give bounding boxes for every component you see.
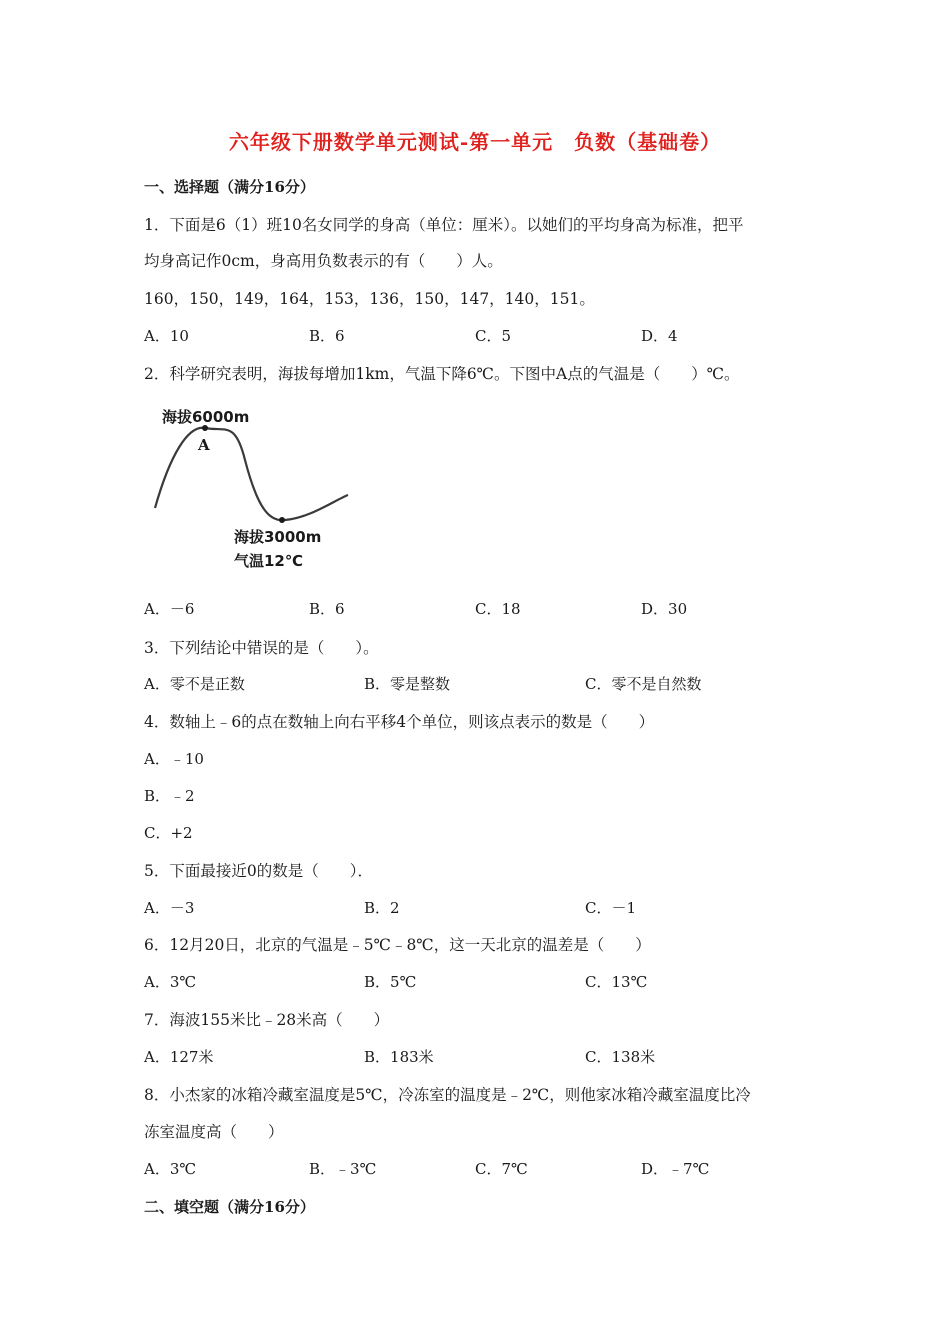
question-1-option-b: B．6 <box>309 327 345 345</box>
question-8-text: 8．小杰家的冰箱冷藏室温度是5℃，冷冻室的温度是﹣2℃，则他家冰箱冷藏室温度比冷 <box>144 1086 751 1104</box>
question-3-option-b: B．零是整数 <box>364 675 451 693</box>
question-5-option-a: A．－3 <box>144 899 195 917</box>
question-4-text: 4．数轴上﹣6的点在数轴上向右平移4个单位，则该点表示的数是（ ） <box>144 713 655 731</box>
question-2-text: 2．科学研究表明，海拔每增加1km，气温下降6℃。下图中A点的气温是（ ）℃。 <box>144 365 740 383</box>
altitude-figure <box>150 400 370 580</box>
question-4-option-a: A．﹣10 <box>144 750 204 768</box>
section-heading-fill-in: 二、填空题（满分16分） <box>144 1198 315 1216</box>
page-title: 六年级下册数学单元测试-第一单元 负数（基础卷） <box>228 130 722 154</box>
question-7-option-a: A．127米 <box>144 1048 214 1066</box>
question-1-option-d: D．4 <box>641 327 678 345</box>
bottom-temperature-label: 气温12℃ <box>234 552 304 570</box>
question-5-option-c: C．－1 <box>585 899 637 917</box>
question-1-data: 160，150，149，164，153，136，150，147，140，151。 <box>144 290 595 308</box>
question-2-option-a: A．－6 <box>144 600 195 618</box>
section-heading-choice: 一、选择题（满分16分） <box>144 178 315 196</box>
question-8-option-b: B．﹣3℃ <box>309 1160 377 1178</box>
question-6-option-a: A．3℃ <box>144 973 197 991</box>
question-1-option-c: C．5 <box>475 327 512 345</box>
question-5-option-b: B．2 <box>364 899 400 917</box>
top-altitude-label: 海拔6000m <box>162 408 250 426</box>
question-8-option-a: A．3℃ <box>144 1160 197 1178</box>
question-1-option-a: A．10 <box>144 327 189 345</box>
question-1-text: 1．下面是6（1）班10名女同学的身高（单位：厘米）。以她们的平均身高为标准，把平 <box>144 216 744 234</box>
point-a-label: A <box>198 436 210 454</box>
question-6-option-b: B．5℃ <box>364 973 417 991</box>
valley-point-marker <box>279 517 285 523</box>
question-8-text-cont: 冻室温度高（ ） <box>144 1123 284 1141</box>
question-6-text: 6．12月20日，北京的气温是﹣5℃﹣8℃，这一天北京的温差是（ ） <box>144 936 651 954</box>
question-2-option-d: D．30 <box>641 600 688 618</box>
question-8-option-d: D．﹣7℃ <box>641 1160 710 1178</box>
question-6-option-c: C．13℃ <box>585 973 648 991</box>
question-3-option-c: C．零不是自然数 <box>585 675 702 693</box>
question-4-option-c: C．+2 <box>144 824 193 842</box>
question-5-text: 5．下面最接近0的数是（ ）． <box>144 862 373 880</box>
mountain-curve <box>155 428 348 520</box>
question-8-option-c: C．7℃ <box>475 1160 528 1178</box>
question-3-text: 3．下列结论中错误的是（ ）。 <box>144 639 379 657</box>
question-7-text: 7．海波155米比﹣28米高（ ） <box>144 1011 390 1029</box>
question-2-option-c: C．18 <box>475 600 521 618</box>
question-3-option-a: A．零不是正数 <box>144 675 245 693</box>
bottom-altitude-label: 海拔3000m <box>234 528 322 546</box>
question-7-option-b: B．183米 <box>364 1048 434 1066</box>
question-1-text-cont: 均身高记作0cm，身高用负数表示的有（ ）人。 <box>144 252 503 270</box>
question-7-option-c: C．138米 <box>585 1048 656 1066</box>
question-4-option-b: B．﹣2 <box>144 787 195 805</box>
question-2-option-b: B．6 <box>309 600 345 618</box>
